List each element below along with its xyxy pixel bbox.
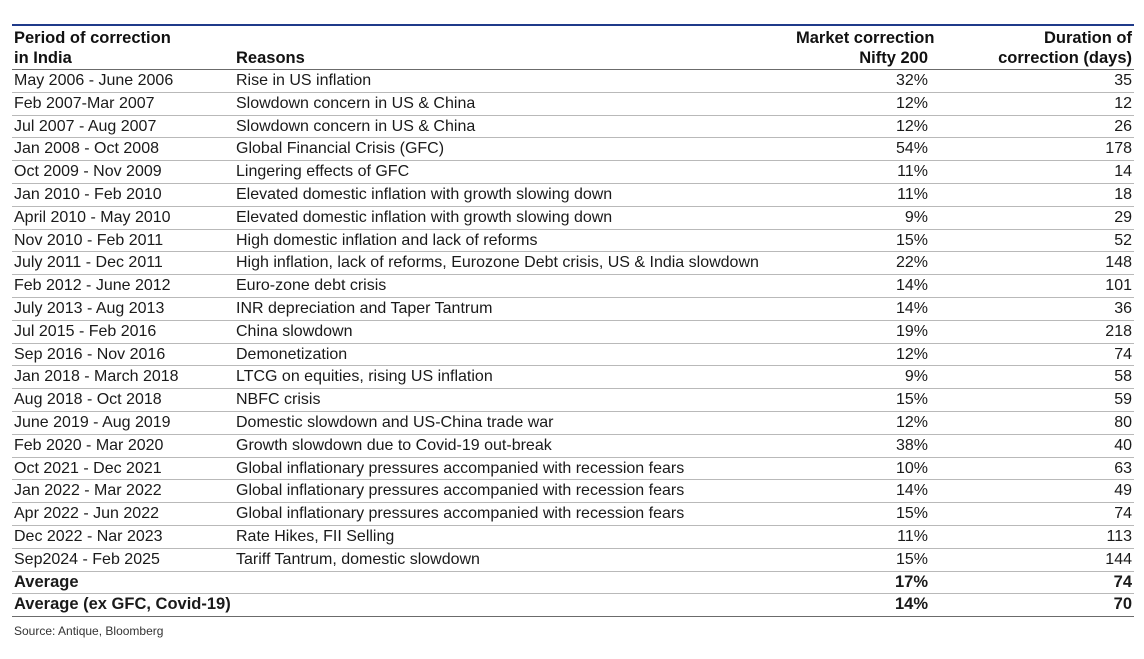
- table-header: [12, 25, 1134, 70]
- duration-cell: 49: [930, 480, 1134, 503]
- table-row: [12, 252, 1134, 275]
- period-cell: April 2010 - May 2010: [12, 206, 234, 229]
- table-row: [12, 297, 1134, 320]
- correction-cell: 15%: [794, 229, 930, 252]
- reason-cell: Elevated domestic inflation with growth slowing down: [234, 206, 794, 229]
- period-cell: Jan 2010 - Feb 2010: [12, 183, 234, 206]
- table-row: [12, 92, 1134, 115]
- duration-cell: 101: [930, 275, 1134, 298]
- duration-cell: 113: [930, 525, 1134, 548]
- duration-cell: 74: [930, 503, 1134, 526]
- duration-cell: 74: [930, 343, 1134, 366]
- table-row: [12, 457, 1134, 480]
- reason-cell: Elevated domestic inflation with growth slowing down: [234, 183, 794, 206]
- correction-cell: 11%: [794, 183, 930, 206]
- header-reasons: Reasons: [236, 49, 305, 67]
- table-row: [12, 275, 1134, 298]
- duration-cell: 63: [930, 457, 1134, 480]
- header-period: [12, 25, 234, 70]
- period-cell: Oct 2009 - Nov 2009: [12, 161, 234, 184]
- reason-cell: Rate Hikes, FII Selling: [234, 525, 794, 548]
- reason-cell: Rise in US inflation: [234, 70, 794, 93]
- reason-cell: Global inflationary pressures accompanied with recession fears: [234, 457, 794, 480]
- correction-cell: 15%: [794, 548, 930, 571]
- period-cell: Feb 2007-Mar 2007: [12, 92, 234, 115]
- table-row: [12, 548, 1134, 571]
- duration-cell: 36: [930, 297, 1134, 320]
- reason-cell: NBFC crisis: [234, 389, 794, 412]
- period-cell: June 2019 - Aug 2019: [12, 411, 234, 434]
- table-row: [12, 434, 1134, 457]
- reason-cell: Euro-zone debt crisis: [234, 275, 794, 298]
- correction-cell: 12%: [794, 411, 930, 434]
- period-cell: Jan 2008 - Oct 2008: [12, 138, 234, 161]
- table-row: [12, 320, 1134, 343]
- table-row: [12, 411, 1134, 434]
- period-cell: Jul 2015 - Feb 2016: [12, 320, 234, 343]
- duration-cell: 59: [930, 389, 1134, 412]
- period-cell: Oct 2021 - Dec 2021: [12, 457, 234, 480]
- duration-cell: 144: [930, 548, 1134, 571]
- reason-cell: Slowdown concern in US & China: [234, 115, 794, 138]
- reason-cell: Demonetization: [234, 343, 794, 366]
- duration-cell: 40: [930, 434, 1134, 457]
- average-label: Average: [12, 571, 794, 594]
- duration-cell: 12: [930, 92, 1134, 115]
- correction-cell: 38%: [794, 434, 930, 457]
- header-market-line2: Nifty 200: [859, 49, 928, 67]
- table-row: [12, 206, 1134, 229]
- reason-cell: High inflation, lack of reforms, Eurozone Debt crisis, US & India slowdown: [234, 252, 794, 275]
- reason-cell: Global inflationary pressures accompanied with recession fears: [234, 480, 794, 503]
- reason-cell: Global inflationary pressures accompanied with recession fears: [234, 503, 794, 526]
- period-cell: Sep2024 - Feb 2025: [12, 548, 234, 571]
- correction-cell: 15%: [794, 389, 930, 412]
- table-row: [12, 343, 1134, 366]
- reason-cell: Lingering effects of GFC: [234, 161, 794, 184]
- table-row: [12, 138, 1134, 161]
- correction-cell: 32%: [794, 70, 930, 93]
- correction-cell: 10%: [794, 457, 930, 480]
- correction-cell: 9%: [794, 206, 930, 229]
- average-correction: 14%: [794, 594, 930, 617]
- correction-cell: 22%: [794, 252, 930, 275]
- header-market-line1: Market correction: [796, 29, 935, 47]
- period-cell: Jul 2007 - Aug 2007: [12, 115, 234, 138]
- correction-cell: 11%: [794, 161, 930, 184]
- header-market-correction: [794, 25, 935, 70]
- table-row: [12, 366, 1134, 389]
- market-correction-table: [12, 24, 1134, 617]
- duration-cell: 218: [930, 320, 1134, 343]
- table-row: [12, 183, 1134, 206]
- period-cell: Feb 2012 - June 2012: [12, 275, 234, 298]
- reason-cell: Slowdown concern in US & China: [234, 92, 794, 115]
- duration-cell: 58: [930, 366, 1134, 389]
- correction-cell: 14%: [794, 297, 930, 320]
- table-row: [12, 161, 1134, 184]
- correction-cell: 54%: [794, 138, 930, 161]
- table-row: [12, 525, 1134, 548]
- table-row: [12, 229, 1134, 252]
- reason-cell: INR depreciation and Taper Tantrum: [234, 297, 794, 320]
- correction-table-container: [12, 24, 1134, 617]
- duration-cell: 35: [930, 70, 1134, 93]
- period-cell: Jan 2018 - March 2018: [12, 366, 234, 389]
- period-cell: May 2006 - June 2006: [12, 70, 234, 93]
- header-duration-line2: correction (days): [998, 49, 1132, 67]
- table-row: [12, 115, 1134, 138]
- average-row: [12, 594, 1134, 617]
- reason-cell: High domestic inflation and lack of reforms: [234, 229, 794, 252]
- correction-cell: 9%: [794, 366, 930, 389]
- correction-cell: 12%: [794, 115, 930, 138]
- header-period-line1: Period of correction: [14, 29, 171, 47]
- header-duration-line1: Duration of: [1044, 29, 1132, 47]
- period-cell: Feb 2020 - Mar 2020: [12, 434, 234, 457]
- duration-cell: 14: [930, 161, 1134, 184]
- correction-cell: 15%: [794, 503, 930, 526]
- duration-cell: 52: [930, 229, 1134, 252]
- period-cell: Aug 2018 - Oct 2018: [12, 389, 234, 412]
- duration-cell: 26: [930, 115, 1134, 138]
- duration-cell: 18: [930, 183, 1134, 206]
- reason-cell: LTCG on equities, rising US inflation: [234, 366, 794, 389]
- average-correction: 17%: [794, 571, 930, 594]
- period-cell: July 2011 - Dec 2011: [12, 252, 234, 275]
- reason-cell: Global Financial Crisis (GFC): [234, 138, 794, 161]
- average-row: [12, 571, 1134, 594]
- period-cell: Apr 2022 - Jun 2022: [12, 503, 234, 526]
- duration-cell: 178: [930, 138, 1134, 161]
- period-cell: Sep 2016 - Nov 2016: [12, 343, 234, 366]
- table-row: [12, 503, 1134, 526]
- reason-cell: Tariff Tantrum, domestic slowdown: [234, 548, 794, 571]
- duration-cell: 29: [930, 206, 1134, 229]
- correction-cell: 14%: [794, 480, 930, 503]
- period-cell: July 2013 - Aug 2013: [12, 297, 234, 320]
- table-row: [12, 480, 1134, 503]
- reason-cell: Domestic slowdown and US-China trade war: [234, 411, 794, 434]
- table-row: [12, 389, 1134, 412]
- period-cell: Nov 2010 - Feb 2011: [12, 229, 234, 252]
- header-period-line2: in India: [14, 49, 72, 67]
- reason-cell: China slowdown: [234, 320, 794, 343]
- table-row: [12, 70, 1134, 93]
- duration-cell: 80: [930, 411, 1134, 434]
- source-note: Source: Antique, Bloomberg: [14, 624, 164, 638]
- reason-cell: Growth slowdown due to Covid-19 out-break: [234, 434, 794, 457]
- average-label: Average (ex GFC, Covid-19): [12, 594, 794, 617]
- average-duration: 74: [930, 571, 1134, 594]
- period-cell: Dec 2022 - Nar 2023: [12, 525, 234, 548]
- header-duration: [930, 25, 1134, 70]
- correction-cell: 12%: [794, 92, 930, 115]
- table-body: [12, 70, 1134, 617]
- average-duration: 70: [930, 594, 1134, 617]
- period-cell: Jan 2022 - Mar 2022: [12, 480, 234, 503]
- correction-cell: 19%: [794, 320, 930, 343]
- correction-cell: 11%: [794, 525, 930, 548]
- duration-cell: 148: [930, 252, 1134, 275]
- correction-cell: 14%: [794, 275, 930, 298]
- correction-cell: 12%: [794, 343, 930, 366]
